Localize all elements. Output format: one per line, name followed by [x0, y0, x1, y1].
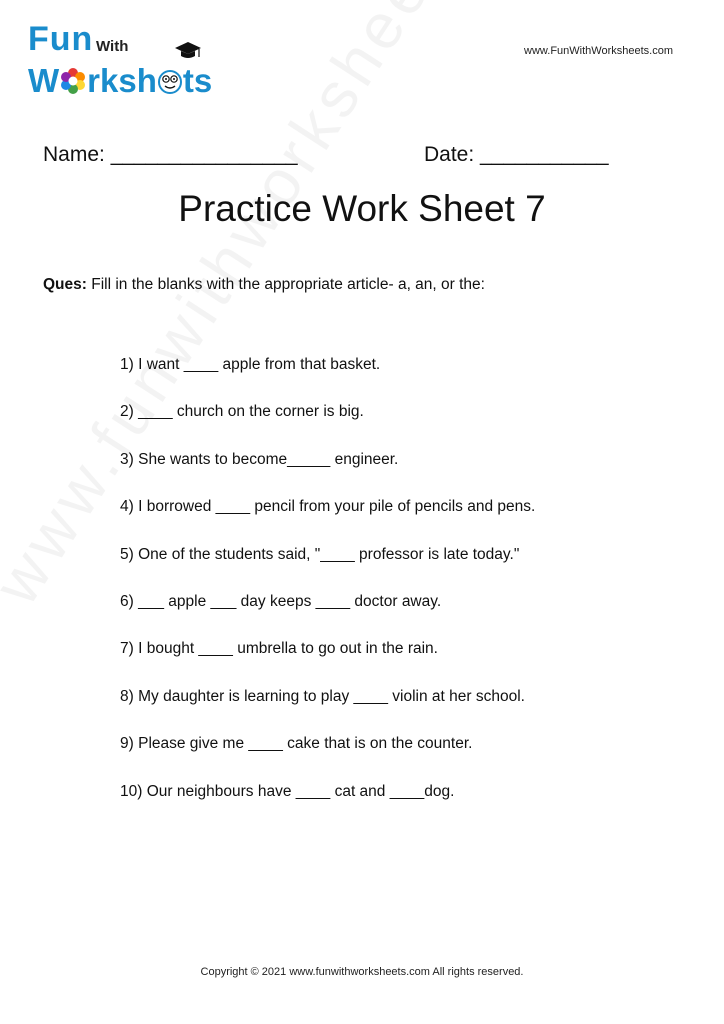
- list-item: [120, 593, 535, 640]
- item-text: She wants to become_____ engineer.: [138, 450, 399, 468]
- list-item: [120, 356, 535, 403]
- item-text: My daughter is learning to play ____ violin at her school.: [138, 687, 525, 705]
- item-text: ____ church on the corner is big.: [138, 403, 364, 421]
- list-item: [120, 735, 535, 782]
- logo-worksheets-text: [28, 62, 212, 100]
- item-number: 3): [120, 450, 134, 468]
- date-label: Date:: [424, 143, 475, 166]
- item-number: 1): [120, 356, 134, 373]
- name-field: [43, 143, 298, 167]
- smiley-face-icon: [157, 67, 183, 95]
- name-label: Name:: [43, 143, 105, 166]
- list-item: [120, 640, 535, 687]
- flower-icon: [59, 67, 87, 95]
- question-instruction: [43, 276, 485, 294]
- question-text: Fill in the blanks with the appropriate article- a, an, or the:: [86, 276, 485, 293]
- logo-fun-text: Fun: [28, 20, 94, 58]
- item-number: 6): [120, 592, 134, 610]
- logo-with-text: With: [96, 38, 129, 55]
- item-number: 2): [120, 403, 134, 421]
- item-number: 4): [120, 498, 134, 516]
- item-text: I bought ____ umbrella to go out in the rain.: [138, 640, 438, 658]
- item-number: 7): [120, 640, 134, 658]
- item-text: I want ____ apple from that basket.: [138, 356, 381, 373]
- item-number: 5): [120, 545, 134, 563]
- logo-w-letter: W: [28, 62, 60, 99]
- list-item: [120, 498, 535, 545]
- logo-rksh-text: rksh: [87, 62, 157, 99]
- logo: [26, 20, 231, 100]
- list-item: [120, 403, 535, 450]
- list-item: [120, 688, 535, 735]
- copyright-footer: Copyright © 2021 www.funwithworksheets.com All rights reserved.: [200, 966, 524, 978]
- site-url: www.FunWithWorksheets.com: [524, 45, 673, 57]
- item-text: ___ apple ___ day keeps ____ doctor away.: [138, 592, 442, 610]
- item-text: I borrowed ____ pencil from your pile of pencils and pens.: [138, 498, 536, 516]
- list-item: [120, 783, 535, 830]
- logo-ts-text: ts: [182, 62, 213, 99]
- item-number: 9): [120, 735, 134, 753]
- list-item: [120, 451, 535, 498]
- item-number: 10): [120, 782, 143, 800]
- name-blank: ________________: [110, 143, 298, 166]
- item-text: One of the students said, "____ professor is late today.": [138, 545, 520, 563]
- question-label: Ques:: [43, 276, 87, 293]
- page-title: Practice Work Sheet 7: [178, 188, 546, 229]
- date-blank: ___________: [480, 143, 609, 166]
- date-field: [424, 143, 609, 167]
- graduation-cap-icon: [174, 40, 202, 62]
- item-text: Our neighbours have ____ cat and ____dog.: [146, 782, 455, 800]
- list-item: [120, 546, 535, 593]
- item-number: 8): [120, 687, 134, 705]
- item-text: Please give me ____ cake that is on the counter.: [138, 735, 473, 753]
- question-list: [120, 356, 535, 830]
